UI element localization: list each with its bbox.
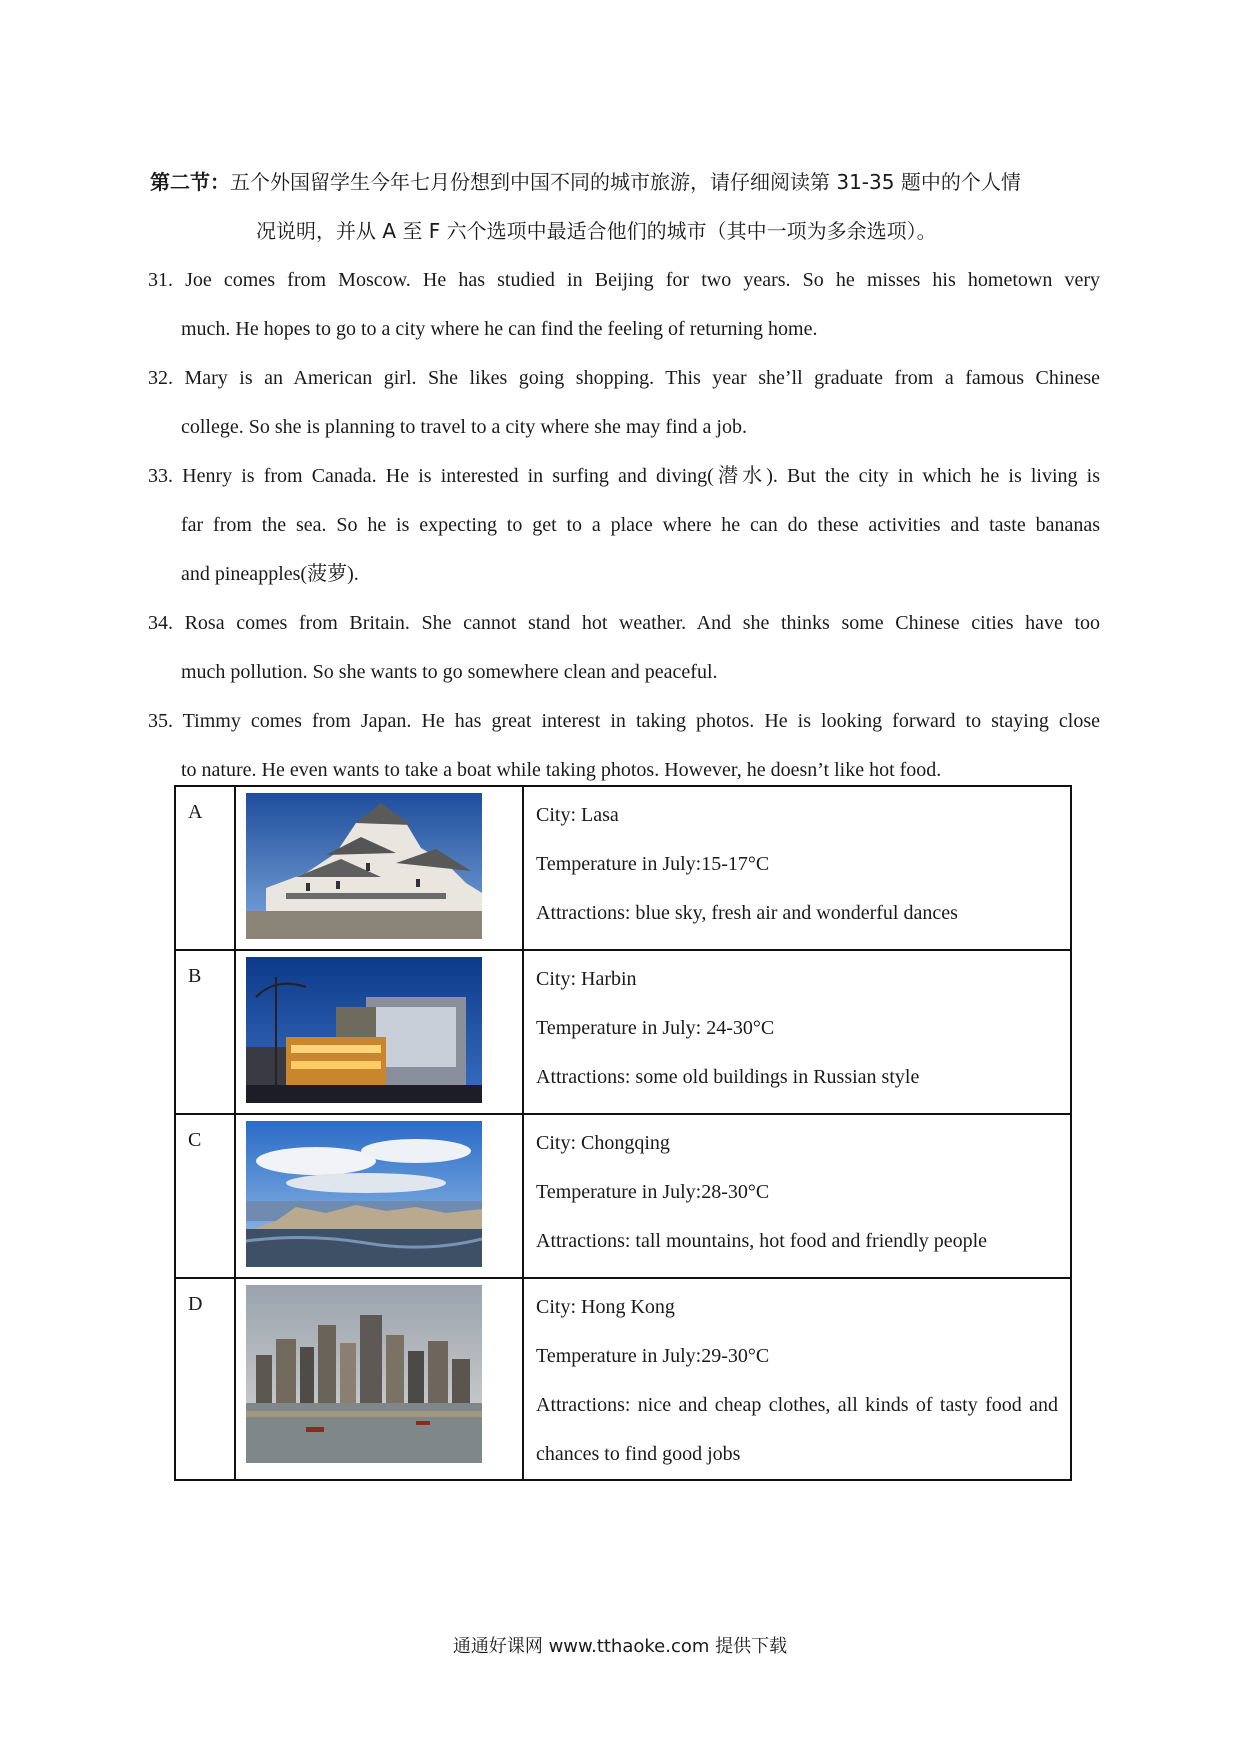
intro-line-2: 况说明，并从 A 至 F 六个选项中最适合他们的城市（其中一项为多余选项）。: [256, 219, 937, 243]
city-skyline-photo: [246, 1121, 482, 1267]
attractions: Attractions: tall mountains, hot food and friendly people: [536, 1230, 988, 1252]
option-letter: C: [175, 1114, 235, 1278]
july-temperature: Temperature in July: 24-30°C: [536, 1017, 775, 1039]
photo-cell: [235, 1278, 523, 1480]
photo-cell: [235, 1114, 523, 1278]
section-heading: 第二节：: [150, 170, 230, 194]
intro-line-1: 第二节：五个外国留学生今年七月份想到中国不同的城市旅游，请仔细阅读第 31-35 题中的个人情: [150, 170, 1021, 194]
option-info: [523, 1278, 1071, 1480]
option-row-d: [175, 1278, 1071, 1480]
question-31: 31. Joe comes from Moscow. He has studied in Beijing for two years. So he misses his hometown very much. He hopes to go to a city where he can find the feeling of returning home.: [148, 269, 1100, 340]
question-34: 34. Rosa comes from Britain. She cannot stand hot weather. And she thinks some Chinese cities have too much pollution. So she wants to go somewhere clean and peaceful.: [148, 612, 1100, 683]
photo-cell: [235, 786, 523, 950]
option-row-b: [175, 950, 1071, 1114]
option-info: [523, 786, 1071, 950]
option-letter: B: [175, 950, 235, 1114]
option-info: [523, 1114, 1071, 1278]
attractions: Attractions: nice and cheap clothes, all kinds of tasty food and chances to find good jobs: [536, 1394, 1058, 1465]
july-temperature: Temperature in July:15-17°C: [536, 853, 770, 875]
attractions: Attractions: blue sky, fresh air and wonderful dances: [536, 902, 958, 924]
option-row-c: [175, 1114, 1071, 1278]
question-35: 35. Timmy comes from Japan. He has great interest in taking photos. He is looking forward to staying close to nature. He even wants to take a boat while taking photos. However, he doesn’t like hot food.: [148, 710, 1100, 781]
question-33: 33. Henry is from Canada. He is interested in surfing and diving(潜水). But the city in which he is living is far from the sea. So he is expecting to get to a place where he can do these activities and taste bananas and pineapples(菠萝).: [148, 465, 1100, 585]
option-letter: A: [175, 786, 235, 950]
july-temperature: Temperature in July:29-30°C: [536, 1345, 770, 1367]
july-temperature: Temperature in July:28-30°C: [536, 1181, 770, 1203]
option-letter: D: [175, 1278, 235, 1480]
attractions: Attractions: some old buildings in Russian style: [536, 1066, 920, 1088]
section-intro: [150, 158, 1100, 256]
city-name: City: Harbin: [536, 968, 637, 990]
city-name: City: Chongqing: [536, 1132, 670, 1154]
city-name: City: Hong Kong: [536, 1296, 675, 1318]
option-info: [523, 950, 1071, 1114]
castle-photo: [246, 793, 482, 939]
footer: 通通好课网 www.tthaoke.com 提供下载: [452, 1636, 788, 1657]
city-name: City: Lasa: [536, 804, 619, 826]
question-32: 32. Mary is an American girl. She likes going shopping. This year she’ll graduate from a famous Chinese college. So she is planning to travel to a city where she may find a job.: [148, 367, 1100, 438]
street-night-photo: [246, 957, 482, 1103]
photo-cell: [235, 950, 523, 1114]
option-row-a: [175, 786, 1071, 950]
options-table: [174, 785, 1072, 1481]
harbour-skyline-photo: [246, 1285, 482, 1463]
